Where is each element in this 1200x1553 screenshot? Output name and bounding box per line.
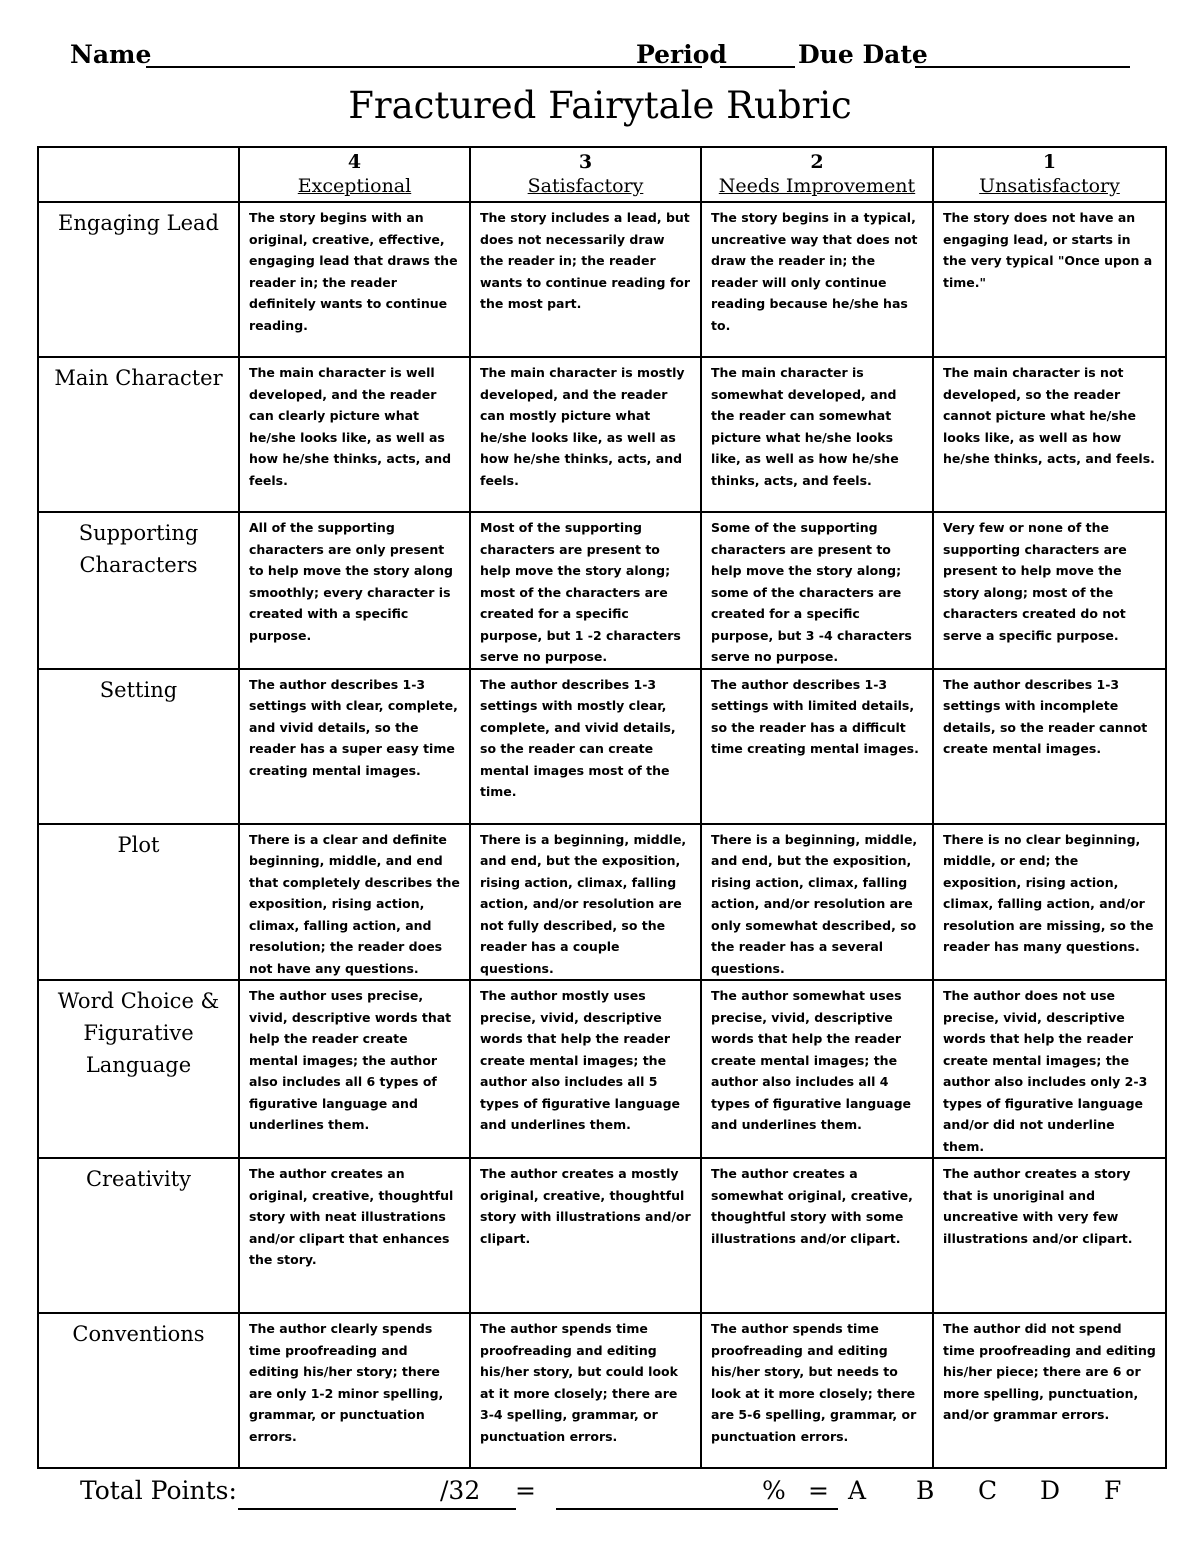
header-empty-cell: [38, 147, 239, 202]
rubric-table: [37, 146, 1167, 1469]
criteria-cell: The author creates a somewhat original, creative, thoughtful story with some illustrations and/or clipart.: [701, 1158, 933, 1313]
period-label: Period: [636, 40, 727, 69]
criteria-cell: The main character is somewhat developed, and the reader can somewhat picture what he/she looks like, as well as how he/she thinks, acts, and feels.: [701, 357, 933, 512]
equals-sign: =: [515, 1476, 536, 1505]
level-score: 1: [1042, 151, 1057, 173]
category-cell: Conventions: [38, 1313, 239, 1468]
level-header-1: [933, 147, 1166, 202]
criteria-cell: Most of the supporting characters are present to help move the story along; most of the characters are created for a specific purpose, but 1 -2 characters serve no purpose.: [470, 512, 701, 669]
category-cell: Plot: [38, 824, 239, 981]
criteria-cell: The author uses precise, vivid, descriptive words that help the reader create mental images; the author also includes all 6 types of figurative language and underlines them.: [239, 980, 470, 1158]
criteria-cell: The main character is well developed, and the reader can clearly picture what he/she looks like, as well as how he/she thinks, acts, and feels.: [239, 357, 470, 512]
percent-blank[interactable]: [556, 1508, 838, 1510]
criteria-cell: Some of the supporting characters are present to help move the story along; some of the characters are created for a specific purpose, but 3 -4 characters serve no purpose.: [701, 512, 933, 669]
criteria-cell: There is a clear and definite beginning, middle, and end that completely describes the exposition, rising action, climax, falling action, and resolution; the reader does not have any questions.: [239, 824, 470, 981]
level-score: 2: [810, 151, 824, 173]
table-row: [38, 980, 1166, 1158]
criteria-cell: The story includes a lead, but does not necessarily draw the reader in; the reader wants to continue reading for the most part.: [470, 202, 701, 357]
criteria-cell: The main character is not developed, so the reader cannot picture what he/she looks like, as well as how he/she thinks, acts, and feels.: [933, 357, 1166, 512]
criteria-cell: The author somewhat uses precise, vivid, descriptive words that help the reader create mental images; the author also includes all 4 types of figurative language and underlines them.: [701, 980, 933, 1158]
table-header-row: [38, 147, 1166, 202]
percent-sign: %: [762, 1476, 786, 1505]
period-blank[interactable]: [720, 66, 795, 68]
page-title: Fractured Fairytale Rubric: [348, 84, 852, 127]
grade-c[interactable]: C: [978, 1476, 998, 1505]
criteria-cell: The author creates a story that is unoriginal and uncreative with very few illustrations and/or clipart.: [933, 1158, 1166, 1313]
grade-d[interactable]: D: [1040, 1476, 1061, 1505]
grade-f[interactable]: F: [1104, 1476, 1122, 1505]
table-row: [38, 1158, 1166, 1313]
level-label: Exceptional: [297, 175, 412, 197]
criteria-cell: There is no clear beginning, middle, or end; the exposition, rising action, climax, falling action, and/or resolution are missing, so the reader has many questions.: [933, 824, 1166, 981]
name-blank[interactable]: [146, 66, 702, 68]
criteria-cell: There is a beginning, middle, and end, but the exposition, rising action, climax, falling action, and/or resolution are not fully described, so the reader has a couple questions.: [470, 824, 701, 981]
level-header-2: [701, 147, 933, 202]
criteria-cell: The author creates a mostly original, creative, thoughtful story with illustrations and/or clipart.: [470, 1158, 701, 1313]
table-row: [38, 669, 1166, 824]
level-label: Unsatisfactory: [979, 175, 1120, 197]
grade-a[interactable]: A: [848, 1476, 867, 1505]
category-cell: Setting: [38, 669, 239, 824]
category-cell: Engaging Lead: [38, 202, 239, 357]
criteria-cell: The author creates an original, creative, thoughtful story with neat illustrations and/or clipart that enhances the story.: [239, 1158, 470, 1313]
table-row: [38, 202, 1166, 357]
criteria-cell: The author describes 1-3 settings with limited details, so the reader has a difficult time creating mental images.: [701, 669, 933, 824]
level-header-3: [470, 147, 701, 202]
criteria-cell: There is a beginning, middle, and end, but the exposition, rising action, climax, falling action, and/or resolution are only somewhat described, so the reader has a several questions.: [701, 824, 933, 981]
level-score: 3: [578, 151, 593, 173]
due-date-label: Due Date: [798, 40, 928, 69]
category-cell: Word Choice & Figurative Language: [38, 980, 239, 1158]
table-row: [38, 512, 1166, 669]
criteria-cell: The story does not have an engaging lead, or starts in the very typical "Once upon a time.": [933, 202, 1166, 357]
table-row: [38, 824, 1166, 981]
level-header-4: [239, 147, 470, 202]
points-blank[interactable]: [238, 1508, 516, 1510]
criteria-cell: The author spends time proofreading and editing his/her story, but could look at it more closely; there are 3-4 spelling, grammar, or punctuation errors.: [470, 1313, 701, 1468]
criteria-cell: The story begins in a typical, uncreative way that does not draw the reader in; the reader will only continue reading because he/she has to.: [701, 202, 933, 357]
criteria-cell: Very few or none of the supporting characters are present to help move the story along; most of the characters created do not serve a specific purpose.: [933, 512, 1166, 669]
header-line: [70, 38, 1140, 78]
grade-b[interactable]: B: [916, 1476, 935, 1505]
table-row: [38, 357, 1166, 512]
category-cell: Creativity: [38, 1158, 239, 1313]
equals-sign: =: [808, 1476, 829, 1505]
name-label: Name: [70, 40, 152, 69]
criteria-cell: The author does not use precise, vivid, descriptive words that help the reader create mental images; the author also includes only 2-3 types of figurative language and/or did not underline them.: [933, 980, 1166, 1158]
criteria-cell: The main character is mostly developed, and the reader can mostly picture what he/she looks like, as well as how he/she thinks, acts, and feels.: [470, 357, 701, 512]
out-of-label: /32: [440, 1476, 481, 1505]
criteria-cell: The story begins with an original, creative, effective, engaging lead that draws the reader in; the reader definitely wants to continue reading.: [239, 202, 470, 357]
criteria-cell: The author clearly spends time proofreading and editing his/her story; there are only 1-2 minor spelling, grammar, or punctuation errors.: [239, 1313, 470, 1468]
category-cell: Main Character: [38, 357, 239, 512]
criteria-cell: The author mostly uses precise, vivid, descriptive words that help the reader create mental images; the author also includes all 5 types of figurative language and underlines them.: [470, 980, 701, 1158]
total-points-label: Total Points:: [80, 1476, 237, 1505]
criteria-cell: The author spends time proofreading and editing his/her story, but needs to look at it more closely; there are 5-6 spelling, grammar, or punctuation errors.: [701, 1313, 933, 1468]
criteria-cell: The author describes 1-3 settings with mostly clear, complete, and vivid details, so the reader can create mental images most of the time.: [470, 669, 701, 824]
level-label: Satisfactory: [527, 175, 644, 197]
criteria-cell: The author did not spend time proofreading and editing his/her piece; there are 6 or more spelling, punctuation, and/or grammar errors.: [933, 1313, 1166, 1468]
category-cell: Supporting Characters: [38, 512, 239, 669]
criteria-cell: The author describes 1-3 settings with incomplete details, so the reader cannot create mental images.: [933, 669, 1166, 824]
criteria-cell: The author describes 1-3 settings with clear, complete, and vivid details, so the reader has a super easy time creating mental images.: [239, 669, 470, 824]
criteria-cell: All of the supporting characters are only present to help move the story along smoothly; every character is created with a specific purpose.: [239, 512, 470, 669]
table-row: [38, 1313, 1166, 1468]
level-label: Needs Improvement: [718, 175, 916, 197]
due-date-blank[interactable]: [915, 66, 1130, 68]
total-points-footer: [80, 1476, 1150, 1516]
level-score: 4: [347, 151, 362, 173]
